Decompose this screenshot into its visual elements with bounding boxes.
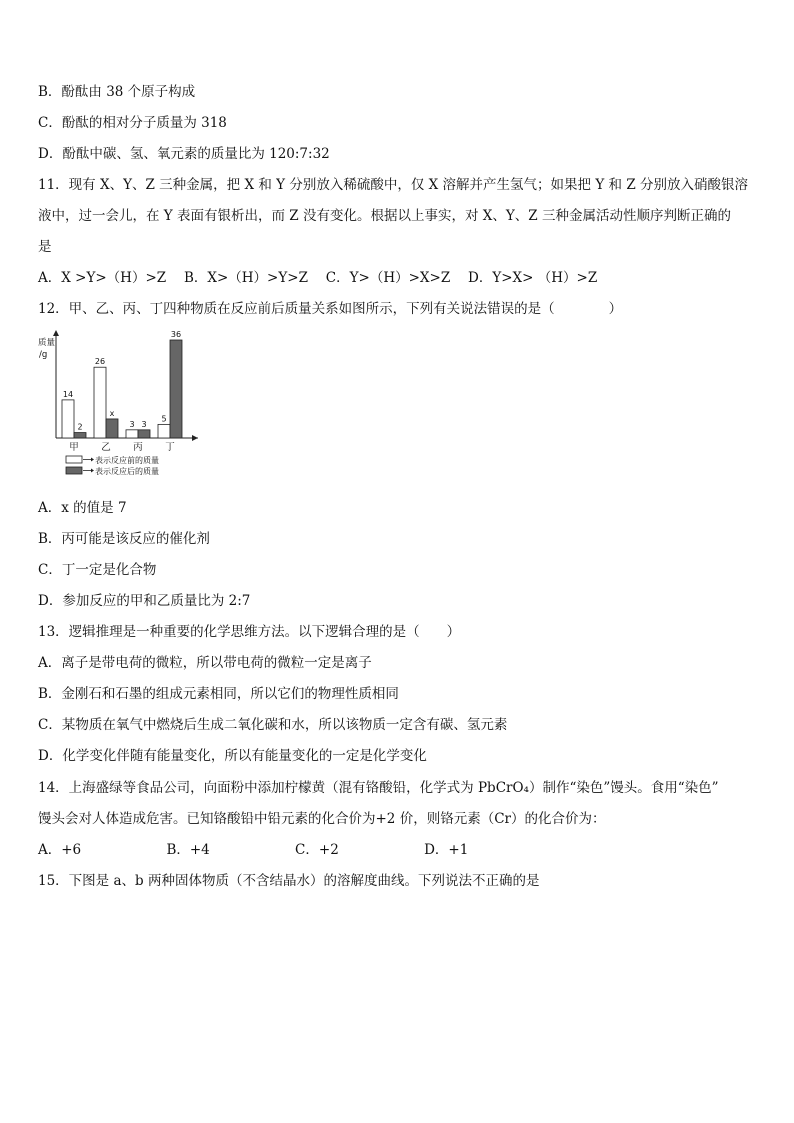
- legend-label: 表示反应后的质量: [95, 467, 159, 476]
- category-label: 乙: [101, 442, 111, 453]
- option-b-q10: B．酚酞由 38 个原子构成: [38, 84, 196, 100]
- bar-after: [106, 419, 118, 438]
- category-label: 丙: [133, 442, 143, 453]
- x-axis-arrow: [192, 435, 198, 441]
- y-axis-arrow: [53, 330, 59, 336]
- option-d-q10: D．酚酞中碳、氢、氧元素的质量比为 120:7:32: [38, 146, 330, 162]
- legend-swatch: [66, 456, 82, 463]
- question-12-option-d: D．参加反应的甲和乙质量比为 2:7: [38, 593, 251, 609]
- question-14-line-1: 14．上海盛绿等食品公司，向面粉中添加柠檬黄（混有铬酸铅，化学式为 PbCrO₄）制作“染色”馒头。食用“染色”: [38, 780, 719, 796]
- bar-before: [94, 367, 106, 438]
- bar-value-label: 36: [170, 330, 182, 339]
- mass-bar-chart: [34, 330, 214, 480]
- question-11-line-3: 是: [38, 239, 52, 255]
- bar-after: [170, 340, 182, 438]
- legend-swatch: [66, 467, 82, 474]
- bar-value-label: 5: [161, 414, 167, 424]
- question-13-option-b: B．金刚石和石墨的组成元素相同，所以它们的物理性质相同: [38, 686, 399, 702]
- question-11-options: A．X >Y>（H）>Z B．X>（H）>Y>Z C．Y>（H）>X>Z D．Y>X> （H）>Z: [38, 270, 598, 286]
- bar-value-label: 14: [62, 389, 74, 399]
- option-c-q10: C．酚酞的相对分子质量为 318: [38, 115, 227, 131]
- y-axis-label-line-1: 质量: [38, 338, 56, 348]
- category-label: 甲: [69, 442, 79, 453]
- question-11-line-2: 液中，过一会儿，在 Y 表面有银析出，而 Z 没有变化。根据以上事实，对 X、Y、Z 三种金属活动性顺序判断正确的: [38, 208, 731, 224]
- legend-arrow-head: [91, 469, 94, 473]
- bar-after: [138, 430, 150, 438]
- question-14-line-2: 馒头会对人体造成危害。已知铬酸铅中铅元素的化合价为+2 价，则铬元素（Cr）的化合价为：: [38, 811, 606, 827]
- question-13-option-d: D．化学变化伴随有能量变化，所以有能量变化的一定是化学变化: [38, 748, 427, 764]
- question-12-option-b: B．丙可能是该反应的催化剂: [38, 531, 210, 547]
- legend-arrow-head: [91, 458, 94, 462]
- question-12-stem: 12．甲、乙、丙、丁四种物质在反应前后质量关系如图所示，下列有关说法错误的是（ ）: [38, 301, 623, 317]
- question-13-option-a: A．离子是带电荷的微粒，所以带电荷的微粒一定是离子: [38, 655, 372, 671]
- question-13-option-c: C．某物质在氧气中燃烧后生成二氧化碳和水，所以该物质一定含有碳、氢元素: [38, 717, 508, 733]
- bar-value-label: 26: [94, 357, 106, 367]
- question-15-stem: 15．下图是 a、b 两种固体物质（不含结晶水）的溶解度曲线。下列说法不正确的是: [38, 873, 540, 889]
- bar-value-label: x: [109, 408, 115, 418]
- question-13-stem: 13．逻辑推理是一种重要的化学思维方法。以下逻辑合理的是（ ）: [38, 624, 461, 640]
- bar-before: [126, 430, 138, 438]
- legend-label: 表示反应前的质量: [95, 456, 159, 465]
- bar-value-label: 2: [77, 422, 83, 432]
- bar-before: [62, 400, 74, 438]
- bar-value-label: 3: [141, 419, 147, 429]
- question-12-option-a: A．x 的值是 7: [38, 500, 127, 516]
- bar-value-label: 3: [129, 419, 135, 429]
- bar-after: [74, 433, 86, 438]
- question-11-line-1: 11．现有 X、Y、Z 三种金属，把 X 和 Y 分别放入稀硫酸中，仅 X 溶解并产生氢气；如果把 Y 和 Z 分别放入硝酸银溶: [38, 177, 749, 193]
- question-14-options: A．+6 B．+4 C．+2 D．+1: [38, 842, 469, 858]
- category-label: 丁: [165, 442, 175, 453]
- bar-before: [158, 424, 170, 438]
- y-axis-label-line-2: /g: [39, 350, 48, 360]
- question-12-option-c: C．丁一定是化合物: [38, 562, 157, 578]
